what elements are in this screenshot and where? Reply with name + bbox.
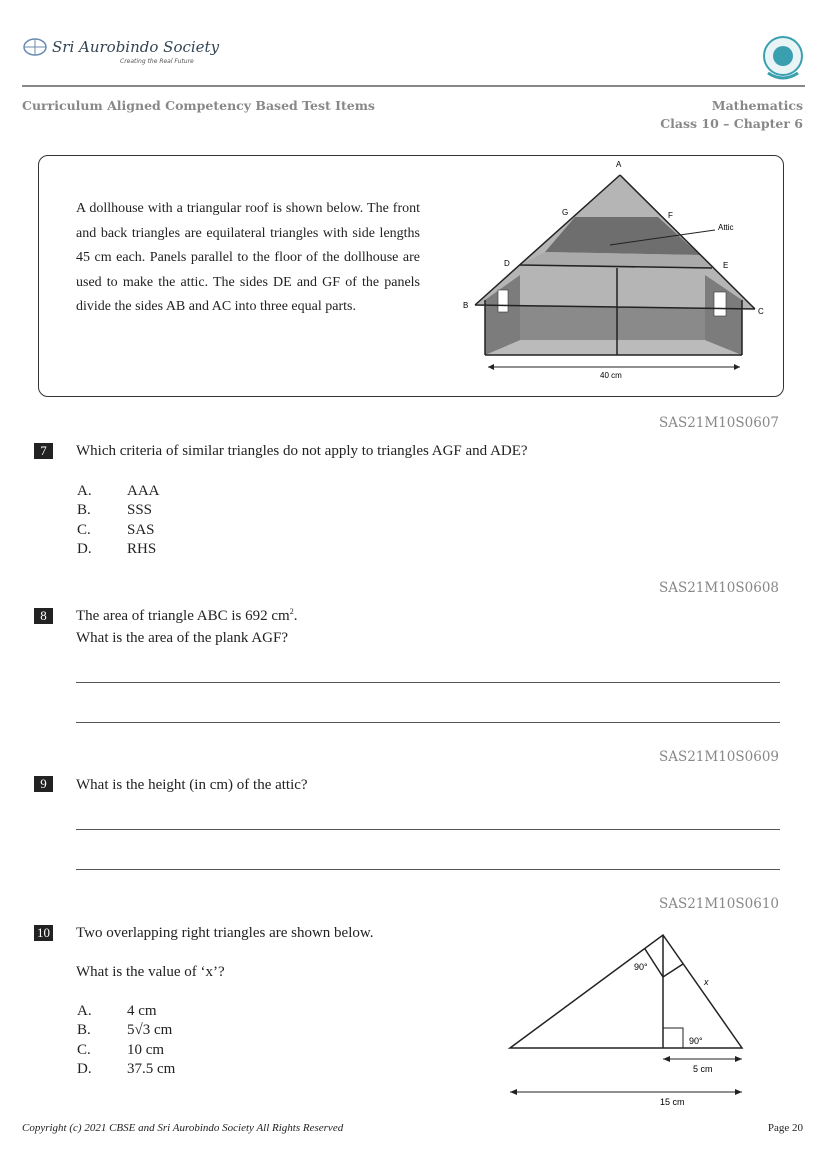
question-text-main: The area of triangle ABC is 692 cm [76,608,290,624]
triangles-figure [0,900,827,1120]
item-code: SAS21M10S0610 [658,896,779,912]
label-F: F [668,211,673,220]
option-text: RHS [127,541,157,557]
label-G: G [562,208,569,217]
question-text: Two overlapping right triangles are shown below. [76,925,374,941]
answer-line[interactable] [76,829,780,830]
page-number: Page 20 [767,1122,803,1134]
option-text: AAA [127,483,160,499]
width-label: 40 cm [600,371,622,380]
question-text-2: What is the area of the plank AGF? [76,630,289,646]
item-code: SAS21M10S0609 [658,749,779,765]
option-text: SAS [127,522,155,538]
logo-text: Sri Aurobindo Society [52,38,220,56]
class-chapter: Class 10 – Chapter 6 [660,116,803,131]
label-D: D [504,259,510,268]
angle-label: 90° [689,1036,703,1046]
question-number: 8 [34,608,53,624]
option-text: 4 cm [127,1003,157,1019]
side-x-label: x [704,977,709,987]
question-text-end: . [293,608,298,624]
option-letter: D. [77,1061,92,1077]
subject: Mathematics [711,98,803,113]
attic-label: Attic [718,223,734,232]
base-full-label: 15 cm [660,1097,685,1107]
option-text: 5√3 cm [127,1022,173,1038]
option-text: 10 cm [127,1042,165,1058]
angle-label: 90° [634,962,648,972]
question-text [76,607,297,625]
question-text: Which criteria of similar triangles do not apply to triangles AGF and ADE? [76,443,528,459]
answer-line[interactable] [76,682,780,683]
option-letter: C. [77,522,91,538]
label-C: C [758,307,764,316]
label-E: E [723,261,729,270]
question-number: 9 [34,776,53,792]
option-letter: A. [77,483,92,499]
logo-tagline: Creating the Real Future [120,58,194,65]
question-number: 7 [34,443,53,459]
option-text: 37.5 cm [127,1061,176,1077]
question-text: What is the height (in cm) of the attic? [76,777,308,793]
superscript: 2 [289,607,294,616]
option-letter: D. [77,541,92,557]
passage-text: A dollhouse with a triangular roof is shown below. The front and back triangles are equilateral triangles with side lengths 45 cm each. Panels parallel to the floor of the dollhouse are used to make the attic. The sides DE and GF of the panels divide the sides AB and AC into three equal parts. [76,201,420,314]
question-text-2: What is the value of ‘x’? [76,964,225,980]
label-A: A [616,160,622,169]
label-B: B [463,301,469,310]
base-small-label: 5 cm [693,1064,713,1074]
dollhouse-figure [0,0,827,400]
doc-subtitle: Curriculum Aligned Competency Based Test Items [22,98,375,113]
answer-line[interactable] [76,722,780,723]
question-number: 10 [34,925,53,941]
option-letter: C. [77,1042,91,1058]
item-code: SAS21M10S0607 [658,415,779,431]
option-text: SSS [127,502,153,518]
option-letter: A. [77,1003,92,1019]
option-letter: B. [77,1022,91,1038]
answer-line[interactable] [76,869,780,870]
option-letter: B. [77,502,91,518]
copyright: Copyright (c) 2021 CBSE and Sri Aurobindo Society All Rights Reserved [22,1122,344,1134]
item-code: SAS21M10S0608 [658,580,779,596]
